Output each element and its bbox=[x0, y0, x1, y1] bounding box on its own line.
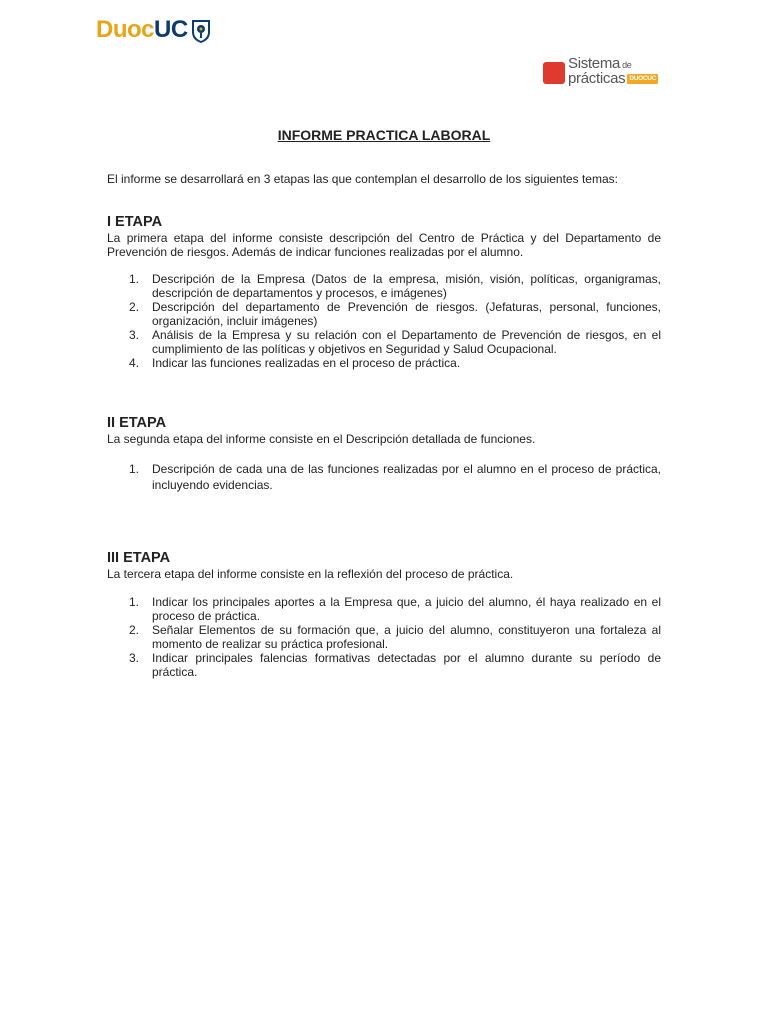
document-body bbox=[107, 124, 661, 679]
section-heading: I ETAPA bbox=[107, 214, 163, 230]
document-title: INFORME PRACTICA LABORAL bbox=[277, 127, 491, 143]
section-list bbox=[107, 595, 661, 679]
list-item: 3. Indicar principales falencias formativas detectadas por el alumno durante su período de práctica. bbox=[129, 651, 661, 679]
duocuc-badge: DUOCUC bbox=[629, 74, 657, 82]
uc-seal-icon bbox=[190, 18, 212, 44]
section-list bbox=[107, 461, 661, 493]
list-item: 1. Descripción de cada una de las funciones realizadas por el alumno en el proceso de práctica, incluyendo evidencias. bbox=[129, 462, 661, 492]
section-description: La tercera etapa del informe consiste en la reflexión del proceso de práctica. bbox=[107, 567, 514, 581]
list-item: 4. Indicar las funciones realizadas en el proceso de práctica. bbox=[129, 356, 461, 370]
intro-paragraph: El informe se desarrollará en 3 etapas las que contemplan el desarrollo de los siguientes temas: bbox=[107, 172, 618, 186]
list-item: 1. Descripción de la Empresa (Datos de la empresa, misión, visión, políticas, organigramas, descripción de departamentos y procesos, e imágenes) bbox=[129, 272, 661, 300]
section-heading: III ETAPA bbox=[107, 550, 171, 566]
section-etapa-1 bbox=[107, 214, 661, 370]
list-item: 2. Descripción del departamento de Prevención de riesgos. (Jefaturas, personal, funciones, organización, incluir imágenes) bbox=[129, 300, 661, 328]
section-etapa-3 bbox=[107, 550, 661, 679]
sistema-logo-square-icon bbox=[543, 62, 565, 84]
duocuc-logo bbox=[96, 14, 212, 46]
section-etapa-2 bbox=[107, 415, 661, 493]
section-description: La primera etapa del informe consiste descripción del Centro de Práctica y del Departamento de Prevención de riesgos. Además de indicar funciones realizadas por el alumno. bbox=[107, 231, 661, 259]
section-heading: II ETAPA bbox=[107, 415, 167, 431]
sistema-practicas-logo: Sistema de prácticas DUOCUC bbox=[543, 54, 661, 88]
list-item: 1. Indicar los principales aportes a la Empresa que, a juicio del alumno, él haya realizado en el proceso de práctica. bbox=[129, 595, 661, 623]
section-description: La segunda etapa del informe consiste en el Descripción detallada de funciones. bbox=[107, 432, 536, 446]
section-list bbox=[107, 272, 661, 370]
list-item: 2. Señalar Elementos de su formación que, a juicio del alumno, constituyeron una fortaleza al momento de realizar su práctica profesional. bbox=[129, 623, 661, 651]
list-item: 3. Análisis de la Empresa y su relación con el Departamento de Prevención de riesgos, en el cumplimiento de las políticas y objetivos en Seguridad y Salud Ocupacional. bbox=[129, 328, 661, 356]
duocuc-wordmark: DuocUC bbox=[96, 16, 188, 43]
